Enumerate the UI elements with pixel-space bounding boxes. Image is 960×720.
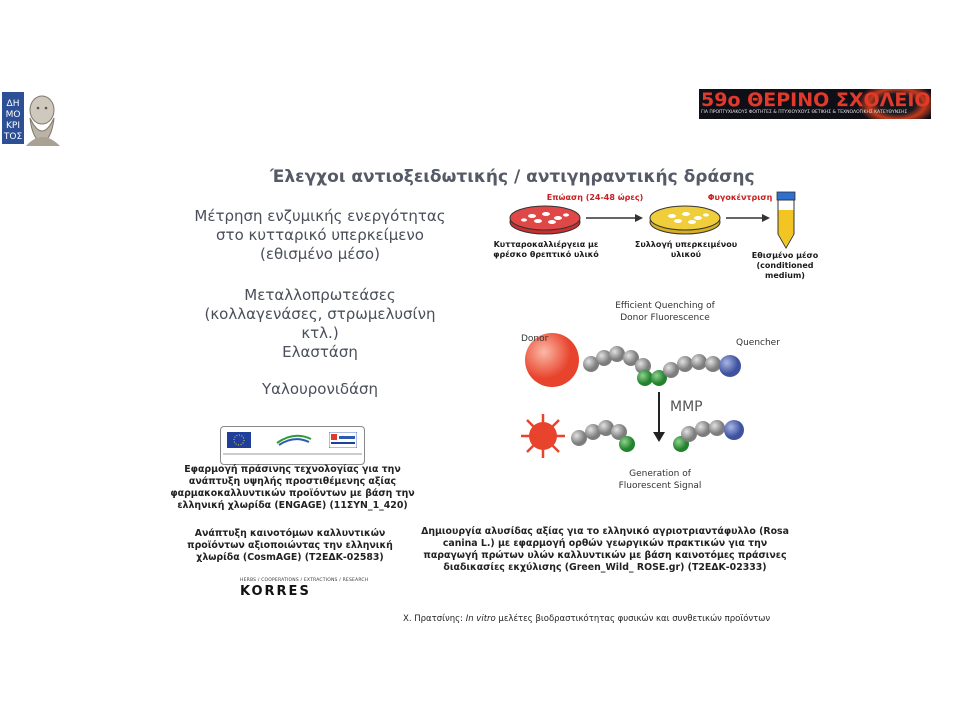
fluorescent-donor-icon bbox=[521, 414, 565, 458]
mmp-label: MMP bbox=[670, 399, 703, 415]
supernatant-dish-icon bbox=[650, 206, 720, 234]
culture-dish-label: Κυτταροκαλλιέργεια με φρέσκο θρεπτικό υλικό bbox=[493, 240, 599, 259]
fret-top-label: Efficient Quenching of Donor Fluorescence bbox=[615, 301, 715, 323]
quencher-label: Quencher bbox=[736, 338, 780, 348]
bullet-metalloproteases: Μεταλλοπρωτεάσες (κολλαγενάσες, στρωμελυσίνη κτλ.) bbox=[204, 286, 436, 342]
svg-text:ΚΡΙ: ΚΡΙ bbox=[6, 121, 20, 131]
banner-title: 59ο ΘΕΡΙΝΟ ΣΧΟΛΕΙΟ bbox=[701, 89, 931, 111]
korres-logo: KORRES bbox=[240, 584, 311, 599]
footer-italic: In vitro bbox=[465, 614, 496, 624]
project-cosmage: Ανάπτυξη καινοτόμων καλλυντικών προϊόντων αξιοποιώντας την ελληνική χλωρίδα (CosmAGE) (Τ2ΕΔΚ-02583) bbox=[187, 528, 393, 563]
project-green-wild-rose: Δημιουργία αλυσίδας αξίας για το ελληνικό αγριοτριαντάφυλλο (Rosa canina L.) με εφαρμογή ορθών γεωργικών πρακτικών για την παραγωγή πρώτων υλών καλλυντικών με βάση καινοτόμες πράσινες διαδικασίες εκχύλισης (Green_Wild_ ROSE.gr) (Τ2ΕΔΚ-02333) bbox=[421, 526, 789, 573]
supernatant-label: Συλλογή υπερκειμένου υλικού bbox=[634, 240, 738, 259]
banner-subtitle: ΓΙΑ ΠΡΟΠΤΥΧΙΑΚΟΥΣ ΦΟΙΤΗΤΕΣ & ΠΤΥΧΙΟΥΧΟΥΣ ΘΕΤΙΚΗΣ & ΤΕΧΝΟΛΟΓΙΚΗΣ ΚΑΤΕΥΘΥΝΣΗΣ bbox=[701, 110, 908, 115]
svg-text:ΤΟΣ: ΤΟΣ bbox=[3, 132, 23, 142]
incubation-label: Επώαση (24-48 ώρες) bbox=[546, 193, 644, 202]
project-engage: Εφαρμογή πράσινης τεχνολογίας για την ανάπτυξη υψηλής προστιθέμενης αξίας φαρμακοκαλλυντικών προϊόντων με βάση την ελληνική χλωρίδα (ENGAGE) (11ΣΥΝ_1_420) bbox=[170, 464, 415, 511]
korres-tagline: HERBS / COOPERATIONS / EXTRACTIONS / RESEARCH bbox=[240, 578, 369, 583]
summer-school-banner bbox=[699, 89, 931, 119]
competitiveness-logo-icon bbox=[275, 431, 313, 449]
bullet-enzyme-activity: Μέτρηση ενζυμικής ενεργότητας στο κυτταρικό υπερκείμενο (εθισμένο μέσο) bbox=[194, 207, 446, 263]
svg-text:ΜΟ: ΜΟ bbox=[5, 110, 21, 120]
footer-citation bbox=[403, 614, 770, 624]
centrifugation-label: Φυγοκέντριση bbox=[707, 193, 773, 202]
quencher-sphere-icon bbox=[719, 355, 741, 377]
svg-text:ΔΗ: ΔΗ bbox=[6, 99, 20, 109]
fret-diagram bbox=[515, 296, 815, 496]
fret-bottom-label: Generation of Fluorescent Signal bbox=[618, 469, 702, 491]
footer-author: Χ. Πρατσίνης: bbox=[403, 614, 463, 624]
fret-graphics bbox=[515, 296, 815, 496]
partner-logos-divider bbox=[223, 453, 362, 455]
espa-logo-icon bbox=[329, 432, 357, 448]
eu-flag-icon bbox=[227, 432, 251, 448]
bullet-hyaluronidase: Υαλουρονιδάση bbox=[261, 380, 378, 398]
culture-dish-icon bbox=[510, 206, 580, 234]
donor-label: Donor bbox=[521, 334, 549, 344]
bullet-elastase: Ελαστάση bbox=[282, 343, 358, 361]
partner-logos-box bbox=[220, 426, 365, 465]
footer-rest: μελέτες βιοδραστικότητας φυσικών και συνθετικών προϊόντων bbox=[498, 614, 771, 624]
slide-title: Έλεγχοι αντιοξειδωτικής / αντιγηραντικής δράσης bbox=[270, 167, 755, 187]
demokritos-logo bbox=[2, 88, 62, 148]
conditioned-medium-label: Εθισμένο μέσο bbox=[751, 251, 819, 260]
conditioned-medium-workflow bbox=[490, 188, 830, 280]
demokritos-logo-icon bbox=[2, 88, 62, 148]
conditioned-medium-sublabel: (conditioned medium) bbox=[756, 261, 814, 280]
